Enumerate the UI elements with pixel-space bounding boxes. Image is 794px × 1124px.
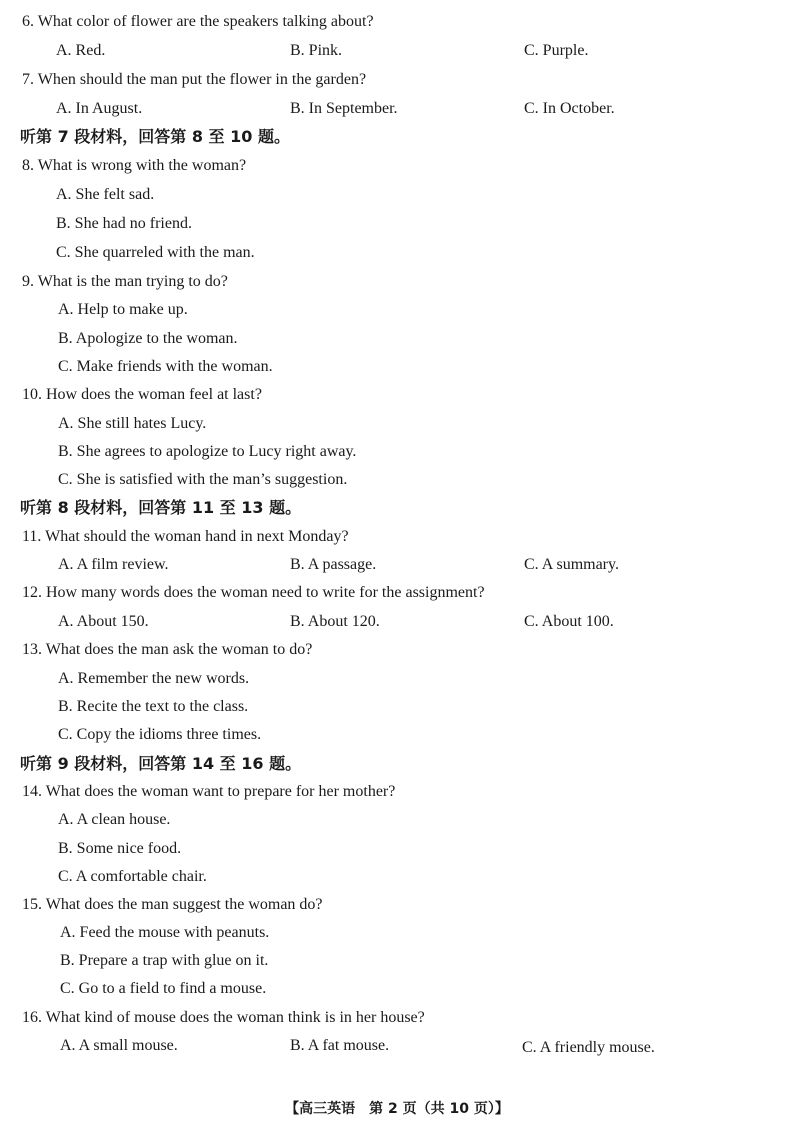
question-14: 14. What does the woman want to prepare for her mother? bbox=[22, 783, 396, 800]
option-15b: B. Prepare a trap with glue on it. bbox=[60, 952, 269, 969]
option-14c: C. A comfortable chair. bbox=[58, 868, 207, 885]
option-6a: A. Red. bbox=[56, 42, 106, 59]
option-11b: B. A passage. bbox=[290, 556, 377, 573]
option-13a: A. Remember the new words. bbox=[58, 670, 250, 687]
option-7a: A. In August. bbox=[56, 100, 143, 117]
option-6b: B. Pink. bbox=[290, 42, 343, 59]
question-16: 16. What kind of mouse does the woman think is in her house? bbox=[22, 1009, 425, 1026]
question-15: 15. What does the man suggest the woman do? bbox=[22, 896, 323, 913]
page-footer: 【高三英语 第 2 页（共 10 页）】 bbox=[285, 1101, 509, 1117]
option-7c: C. In October. bbox=[524, 100, 615, 117]
option-6c: C. Purple. bbox=[524, 42, 589, 59]
section-heading-8: 听第 8 段材料，回答第 11 至 13 题。 bbox=[20, 498, 302, 517]
option-12c: C. About 100. bbox=[524, 613, 614, 630]
section-heading-7: 听第 7 段材料，回答第 8 至 10 题。 bbox=[20, 127, 290, 146]
option-10a: A. She still hates Lucy. bbox=[58, 415, 207, 432]
question-10: 10. How does the woman feel at last? bbox=[22, 386, 262, 403]
option-14a: A. A clean house. bbox=[58, 811, 171, 828]
question-13: 13. What does the man ask the woman to do? bbox=[22, 641, 313, 658]
section-heading-9: 听第 9 段材料，回答第 14 至 16 题。 bbox=[20, 754, 302, 773]
option-8a: A. She felt sad. bbox=[56, 186, 155, 203]
question-6: 6. What color of flower are the speakers talking about? bbox=[22, 13, 374, 30]
option-8b: B. She had no friend. bbox=[56, 215, 192, 232]
option-8c: C. She quarreled with the man. bbox=[56, 244, 255, 261]
option-15a: A. Feed the mouse with peanuts. bbox=[60, 924, 270, 941]
option-14b: B. Some nice food. bbox=[58, 840, 182, 857]
option-16c: C. A friendly mouse. bbox=[522, 1039, 655, 1056]
option-15c: C. Go to a field to find a mouse. bbox=[60, 980, 267, 997]
option-11c: C. A summary. bbox=[524, 556, 619, 573]
option-10c: C. She is satisfied with the man’s suggestion. bbox=[58, 471, 348, 488]
option-13b: B. Recite the text to the class. bbox=[58, 698, 249, 715]
question-9: 9. What is the man trying to do? bbox=[22, 273, 228, 290]
option-11a: A. A film review. bbox=[58, 556, 169, 573]
question-7: 7. When should the man put the flower in the garden? bbox=[22, 71, 367, 88]
option-16a: A. A small mouse. bbox=[60, 1037, 178, 1054]
option-10b: B. She agrees to apologize to Lucy right away. bbox=[58, 443, 357, 460]
question-8: 8. What is wrong with the woman? bbox=[22, 157, 247, 174]
option-9a: A. Help to make up. bbox=[58, 301, 188, 318]
option-9b: B. Apologize to the woman. bbox=[58, 330, 238, 347]
option-9c: C. Make friends with the woman. bbox=[58, 358, 273, 375]
option-7b: B. In September. bbox=[290, 100, 398, 117]
option-13c: C. Copy the idioms three times. bbox=[58, 726, 262, 743]
option-12a: A. About 150. bbox=[58, 613, 149, 630]
option-12b: B. About 120. bbox=[290, 613, 380, 630]
question-11: 11. What should the woman hand in next Monday? bbox=[22, 528, 349, 545]
question-12: 12. How many words does the woman need to write for the assignment? bbox=[22, 584, 485, 601]
option-16b: B. A fat mouse. bbox=[290, 1037, 390, 1054]
